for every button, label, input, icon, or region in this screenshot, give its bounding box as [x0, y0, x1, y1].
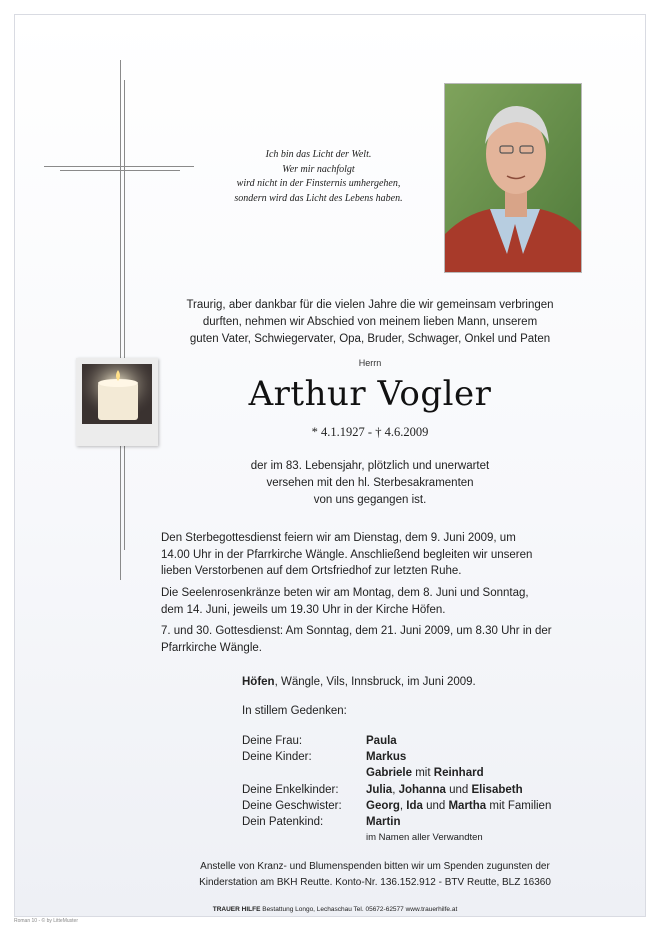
gedenken-heading: In stillem Gedenken:: [242, 705, 347, 717]
place-date: Höfen, Wängle, Vils, Innsbruck, im Juni 2009.: [242, 676, 476, 688]
life-dates: * 4.1.1927 - † 4.6.2009: [311, 425, 429, 439]
honorific: Herrn: [358, 358, 382, 368]
template-watermark: Roman 10 - © by LitteMuster: [14, 918, 78, 924]
rosary-paragraph: Die Seelenrosenkränze beten wir am Montag, dem 8. Juni und Sonntag, dem 14. Juni, jeweils um 19.30 Uhr in der Kirche Höfen.: [161, 587, 529, 616]
portrait-photo: [444, 83, 582, 273]
passing-text: der im 83. Lebensjahr, plötzlich und unerwartet versehen mit den hl. Sterbesakramenten von uns gegangen ist.: [250, 460, 490, 506]
bible-verse: Ich bin das Licht der Welt. Wer mir nachfolgt wird nicht in der Finsternis umhergehen, sondern wird das Licht des Lebens haben.: [234, 149, 403, 204]
family-row-relatives: im Namen aller Verwandten: [366, 832, 483, 844]
masses-paragraph: 7. und 30. Gottesdienst: Am Sonntag, dem 21. Juni 2009, um 8.30 Uhr in der Pfarrkirche Wängle.: [161, 625, 552, 654]
deceased-name: Arthur Vogler: [248, 374, 492, 414]
family-row-wife: Deine Frau: Paula: [242, 735, 397, 747]
family-row-godchild: Dein Patenkind: Martin: [242, 816, 401, 829]
candle-image: [76, 358, 158, 446]
family-row-grandchildren: Deine Enkelkinder: Julia, Johanna und Elisabeth: [242, 783, 523, 796]
family-row-children-2: Gabriele mit Reinhard: [366, 767, 484, 780]
donation-note: Anstelle von Kranz- und Blumenspenden bitten wir um Spenden zugunsten der Kinderstation am BKH Reutte. Konto-Nr. 136.152.912 - BTV Reutte, BLZ 16360: [199, 861, 551, 888]
intro-text: Traurig, aber dankbar für die vielen Jahre die wir gemeinsam verbringen durften, nehmen wir Abschied von meinem lieben Mann, unserem guten Vater, Schwiegervater, Opa, Bruder, Schwager, Onkel und Paten: [186, 299, 554, 345]
funeral-home-footer: TRAUER HILFE Bestattung Longo, Lechaschau Tel. 05672-62577 www.trauerhilfe.at: [212, 906, 458, 913]
service-paragraph: Den Sterbegottesdienst feiern wir am Dienstag, dem 9. Juni 2009, um 14.00 Uhr in der Pfarrkirche Wängle. Anschließend begleiten wir unseren lieben Verstorbenen auf dem Ortsfriedhof zur letzten Ruhe.: [161, 532, 533, 578]
family-row-children: Deine Kinder: Markus: [242, 751, 407, 764]
family-list: [242, 733, 551, 846]
family-row-siblings: Deine Geschwister: Georg, Ida und Martha mit Familien: [242, 799, 552, 812]
